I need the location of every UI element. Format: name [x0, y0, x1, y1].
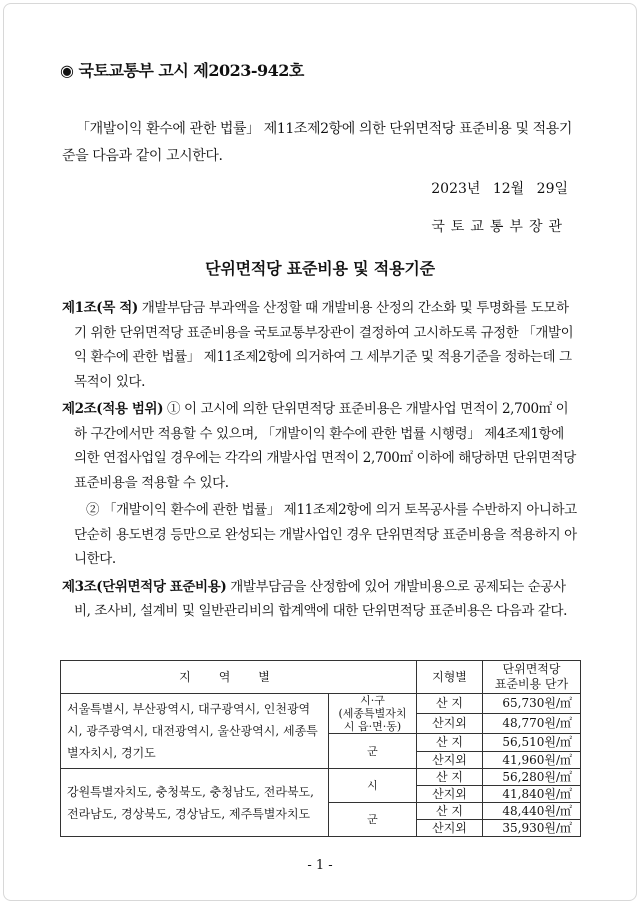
document-title: 단위면적당 표준비용 및 적용기준 [205, 259, 435, 278]
group1-unit-county: 군 [329, 734, 417, 769]
terrain-cell: 산지외 [417, 752, 483, 769]
article-2-heading: 제2조(적용 범위) [62, 401, 164, 417]
price-cell: 48,440원/㎡ [483, 803, 581, 820]
price-cell: 65,730원/㎡ [483, 694, 581, 714]
article-2-body: ① 이 고시에 의한 단위면적당 표준비용은 개발사업 면적이 2,700㎡ 이하 구간에서만 적용할 수 있으며, 「개발이익 환수에 관한 법률 시행령」 제4조제1항에 의한 연접사업일 경우에는 각각의 개발사업 면적이 2,700㎡ 이하에 해당하면 단위면적당 표준비용을 적용할 수 있다. [74, 401, 576, 491]
price-cell: 56,510원/㎡ [483, 734, 581, 752]
article-3-body: 개발부담금을 산정함에 있어 개발비용으로 공제되는 순공사비, 조사비, 설계비 및 일반관리비의 합계액에 대한 단위면적당 표준비용은 다음과 같다. [74, 578, 568, 619]
standard-cost-table [60, 660, 581, 837]
group2-unit-county: 군 [329, 803, 417, 837]
gazette-title: ◉ 국토교통부 고시 제2023-942호 [60, 61, 304, 80]
terrain-cell: 산 지 [417, 769, 483, 786]
article-2 [62, 397, 580, 495]
article-1-body: 개발부담금 부과액을 산정할 때 개발비용 산정의 간소화 및 투명화를 도모하기 위한 단위면적당 표준비용을 국토교통부장관이 결정하여 고시하도록 규정한 「개발이익 환수에 관한 법률」 제11조제2항에 의거하여 그 세부기준 및 적용기준을 정하는데 그 목적이 있다. [74, 300, 574, 390]
terrain-cell: 산 지 [417, 694, 483, 714]
article-1-heading: 제1조(목 적) [62, 300, 138, 316]
table-row [61, 694, 581, 714]
intro-paragraph: 「개발이익 환수에 관한 법률」 제11조제2항에 의한 단위면적당 표준비용 및 적용기준을 다음과 같이 고시한다. [62, 121, 573, 164]
page-number: - 1 - [307, 858, 333, 873]
price-cell: 41,840원/㎡ [483, 786, 581, 803]
table-header-row [61, 661, 581, 694]
terrain-cell: 산지외 [417, 820, 483, 837]
group1-unit-city-line3: 시 읍·면·동) [343, 720, 402, 733]
header-terrain: 지형별 [417, 661, 483, 694]
article-2-paragraph-2: ② 「개발이익 환수에 관한 법률」 제11조제2항에 의거 토목공사를 수반하지 아니하고 단순히 용도변경 등만으로 완성되는 개발사업인 경우 단위면적당 표준비용을 적용하지 아니한다. [74, 502, 577, 567]
table-row [61, 769, 581, 786]
group1-regions: 서울특별시, 부산광역시, 대구광역시, 인천광역시, 광주광역시, 대전광역시, 울산광역시, 세종특별자치시, 경기도 [61, 694, 329, 769]
group1-unit-city [329, 694, 417, 734]
terrain-cell: 산지외 [417, 714, 483, 734]
price-cell: 35,930원/㎡ [483, 820, 581, 837]
terrain-cell: 산 지 [417, 803, 483, 820]
article-3-heading: 제3조(단위면적당 표준비용) [62, 578, 227, 595]
group2-unit-city: 시 [329, 769, 417, 803]
articles [62, 296, 580, 627]
terrain-cell: 산 지 [417, 734, 483, 752]
notice-date: 2023년 12월 29일 [431, 181, 568, 197]
group2-regions: 강원특별자치도, 충청북도, 충청남도, 전라북도, 전라남도, 경상북도, 경상남도, 제주특별자치도 [61, 769, 329, 837]
group1-unit-city-line2: (세종특별자치 [338, 707, 407, 720]
price-cell: 48,770원/㎡ [483, 714, 581, 734]
article-3 [62, 575, 580, 624]
group1-unit-city-line1: 시·구 [360, 694, 385, 707]
price-cell: 41,960원/㎡ [483, 752, 581, 769]
header-unit-cost [483, 661, 581, 694]
header-unit-cost-line2: 표준비용 단가 [494, 677, 569, 691]
header-unit-cost-line1: 단위면적당 [502, 662, 561, 676]
terrain-cell: 산지외 [417, 786, 483, 803]
price-cell: 56,280원/㎡ [483, 769, 581, 786]
article-1 [62, 296, 580, 394]
issuing-authority: 국토교통부장관 [431, 219, 568, 235]
header-region: 지역별 [61, 661, 417, 694]
